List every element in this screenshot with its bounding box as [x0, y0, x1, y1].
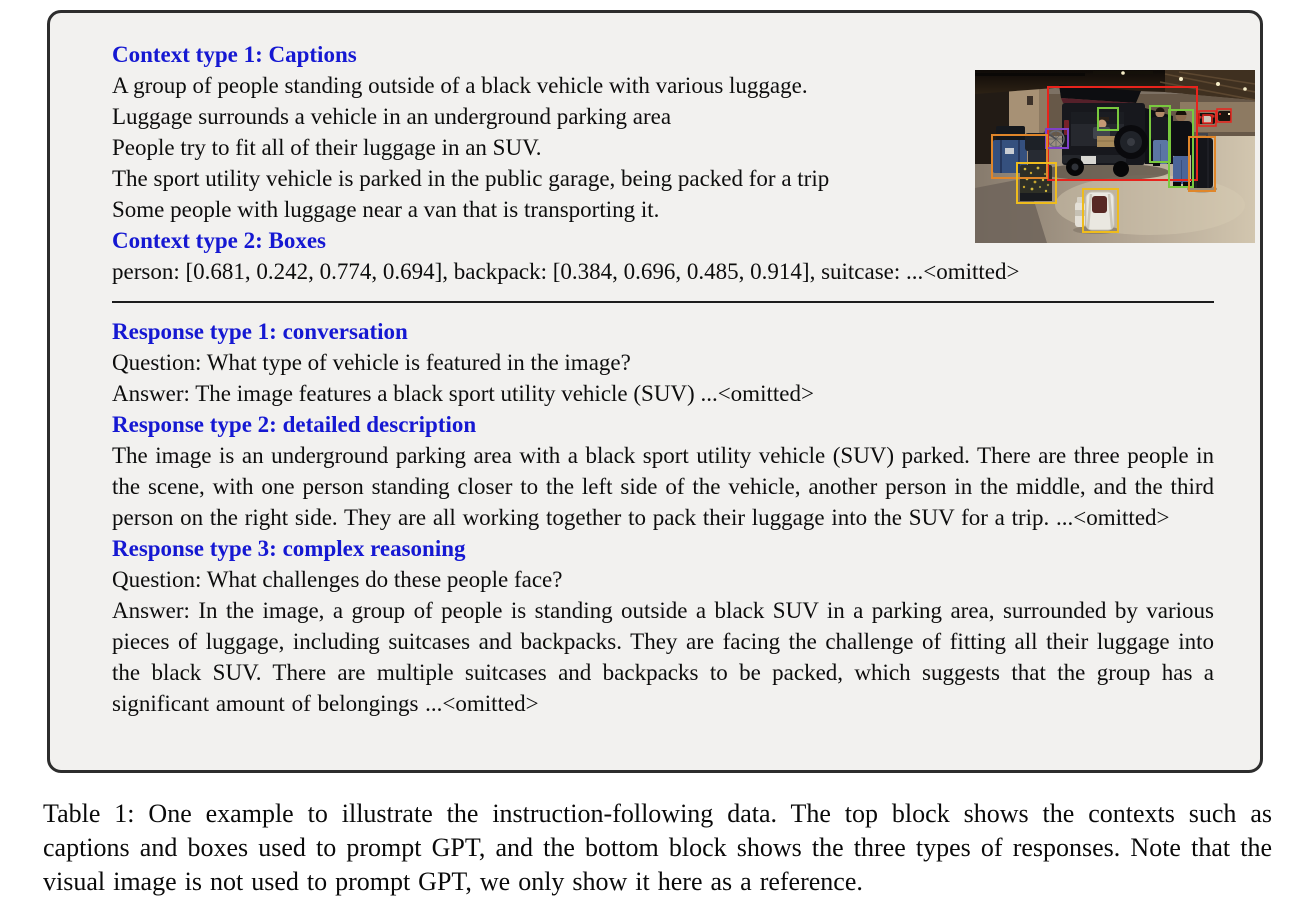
response-2-description: The image is an underground parking area with a black sport utility vehicle (SUV) parked. There are three people in the scene, with one person standing closer to the left side of the vehicle, another person in the middle, and the third person on the right side. They are all working together to pack their luggage into the SUV for a trip. ...<omitted>	[112, 443, 1214, 530]
response-type-3-heading: Response type 3: complex reasoning	[112, 536, 466, 561]
response-3-question: Question: What challenges do these people face?	[112, 567, 563, 592]
boxes-coordinates-line: person: [0.681, 0.242, 0.774, 0.694], backpack: [0.384, 0.696, 0.485, 0.914], suitcase: ...<omitted>	[112, 259, 1020, 284]
caption-line-3: People try to fit all of their luggage in an SUV.	[112, 135, 542, 160]
context-type-2-heading: Context type 2: Boxes	[112, 228, 326, 253]
response-1-answer: Answer: The image features a black sport utility vehicle (SUV) ...<omitted>	[112, 381, 814, 406]
suv-packing-photo	[975, 70, 1255, 243]
caption-line-2: Luggage surrounds a vehicle in an underground parking area	[112, 104, 672, 129]
response-type-2-heading: Response type 2: detailed description	[112, 412, 477, 437]
context-response-divider	[112, 301, 1214, 303]
garage-scene-illustration	[975, 70, 1255, 243]
caption-line-5: Some people with luggage near a van that is transporting it.	[112, 197, 660, 222]
context-type-1-heading: Context type 1: Captions	[112, 42, 357, 67]
caption-line-1: A group of people standing outside of a black vehicle with various luggage.	[112, 73, 808, 98]
instruction-data-example-panel	[47, 10, 1263, 773]
caption-line-4: The sport utility vehicle is parked in the public garage, being packed for a trip	[112, 166, 830, 191]
white-backpack	[1073, 192, 1119, 234]
response-3-answer: Answer: In the image, a group of people is standing outside a black SUV in a parking area, surrounded by various pieces of luggage, including suitcases and backpacks. They are facing the challenge of fitting all their luggage into the black SUV. There are multiple suitcases and backpacks to be packed, which suggests that the group has a significant amount of belongings ...<omitted>	[112, 598, 1214, 716]
response-type-1-heading: Response type 1: conversation	[112, 319, 408, 344]
table-1-caption: Table 1: One example to illustrate the instruction-following data. The top block shows the contexts such as captions and boxes used to prompt GPT, and the bottom block shows the three types of responses. Note that the visual image is not used to prompt GPT, we only show it here as a reference.	[43, 799, 1272, 896]
response-1-question: Question: What type of vehicle is featured in the image?	[112, 350, 631, 375]
